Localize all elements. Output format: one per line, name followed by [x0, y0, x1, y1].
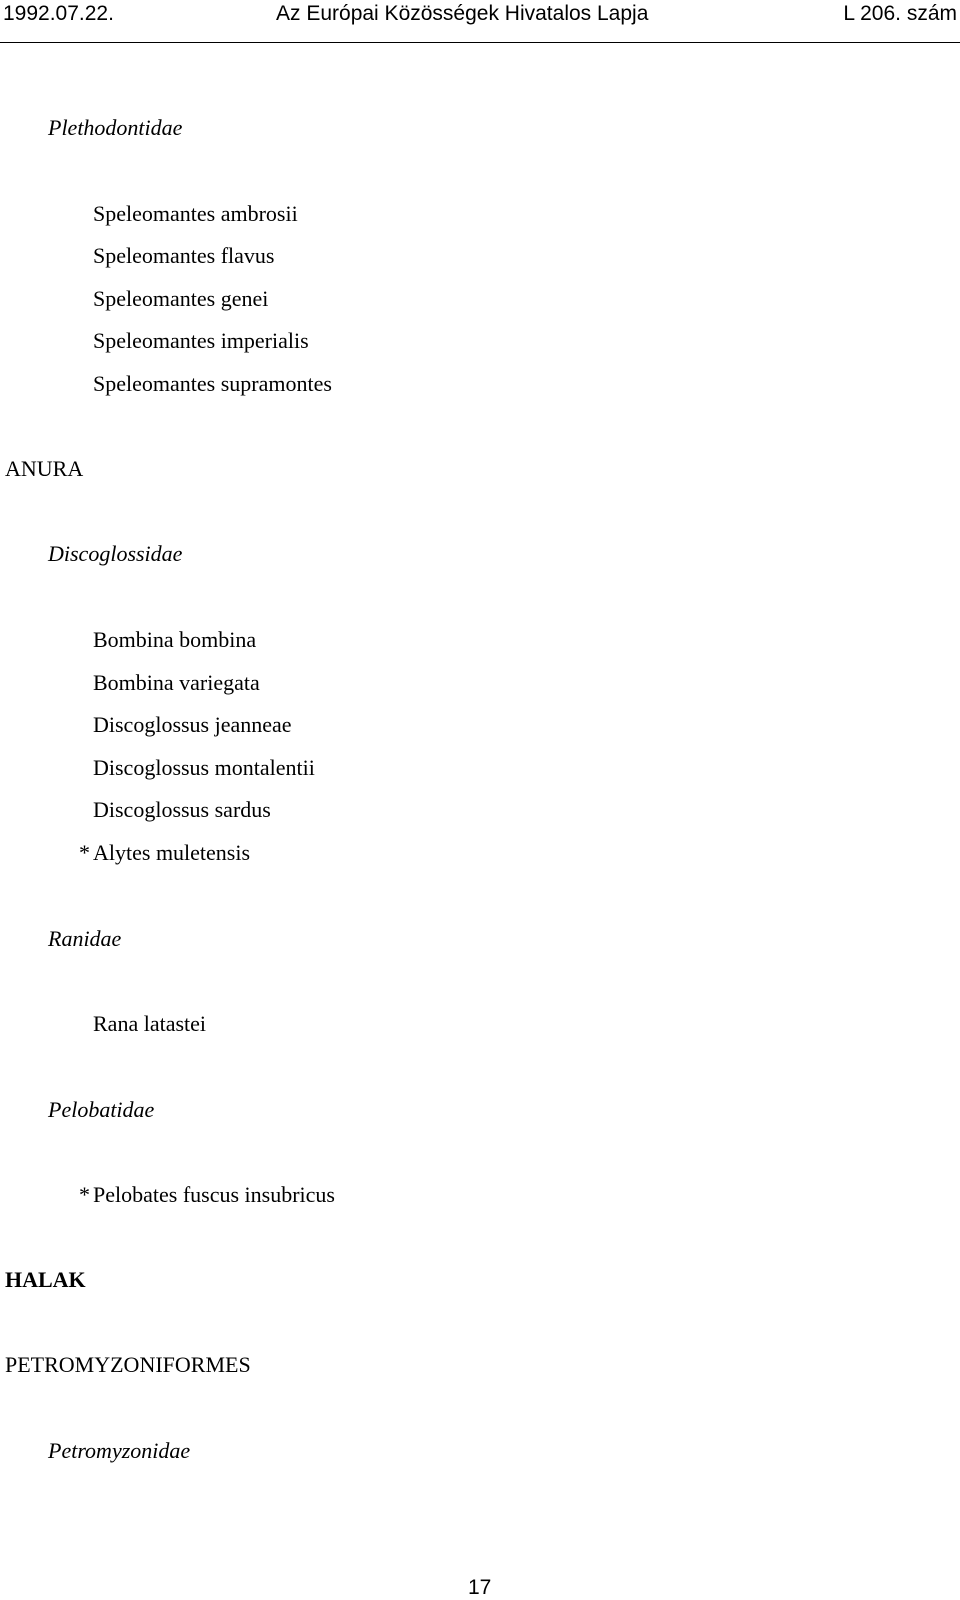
species-item: Alytes muletensis	[93, 840, 251, 865]
species-item: Speleomantes flavus	[93, 243, 275, 268]
family-heading-plethodontidae: Plethodontidae	[48, 115, 183, 140]
species-item: Discoglossus montalentii	[93, 755, 315, 780]
page-header	[0, 0, 960, 30]
priority-asterisk: *	[79, 840, 90, 865]
species-item: Speleomantes genei	[93, 286, 269, 311]
order-heading-petromyzoniformes: PETROMYZONIFORMES	[5, 1352, 251, 1377]
species-item: Bombina bombina	[93, 627, 257, 652]
order-heading-anura: ANURA	[5, 456, 84, 481]
species-item: Speleomantes imperialis	[93, 328, 309, 353]
family-heading-ranidae: Ranidae	[48, 926, 122, 951]
species-item: Discoglossus jeanneae	[93, 712, 292, 737]
header-publication: Az Európai Közösségek Hivatalos Lapja	[276, 2, 649, 25]
family-heading-petromyzonidae: Petromyzonidae	[48, 1438, 191, 1463]
species-item: Discoglossus sardus	[93, 797, 271, 822]
species-item: Pelobates fuscus insubricus	[93, 1182, 335, 1207]
page-number: 17	[468, 1576, 492, 1599]
header-divider	[0, 42, 960, 43]
species-item: Speleomantes ambrosii	[93, 201, 298, 226]
family-heading-pelobatidae: Pelobatidae	[48, 1097, 155, 1122]
family-heading-discoglossidae: Discoglossidae	[48, 541, 183, 566]
species-item: Bombina variegata	[93, 670, 260, 695]
species-item: Speleomantes supramontes	[93, 371, 332, 396]
class-heading-halak: HALAK	[5, 1267, 86, 1292]
header-date: 1992.07.22.	[3, 2, 114, 25]
header-reference: L 206. szám	[843, 2, 957, 25]
priority-asterisk: *	[79, 1182, 90, 1207]
species-item: Rana latastei	[93, 1011, 207, 1036]
